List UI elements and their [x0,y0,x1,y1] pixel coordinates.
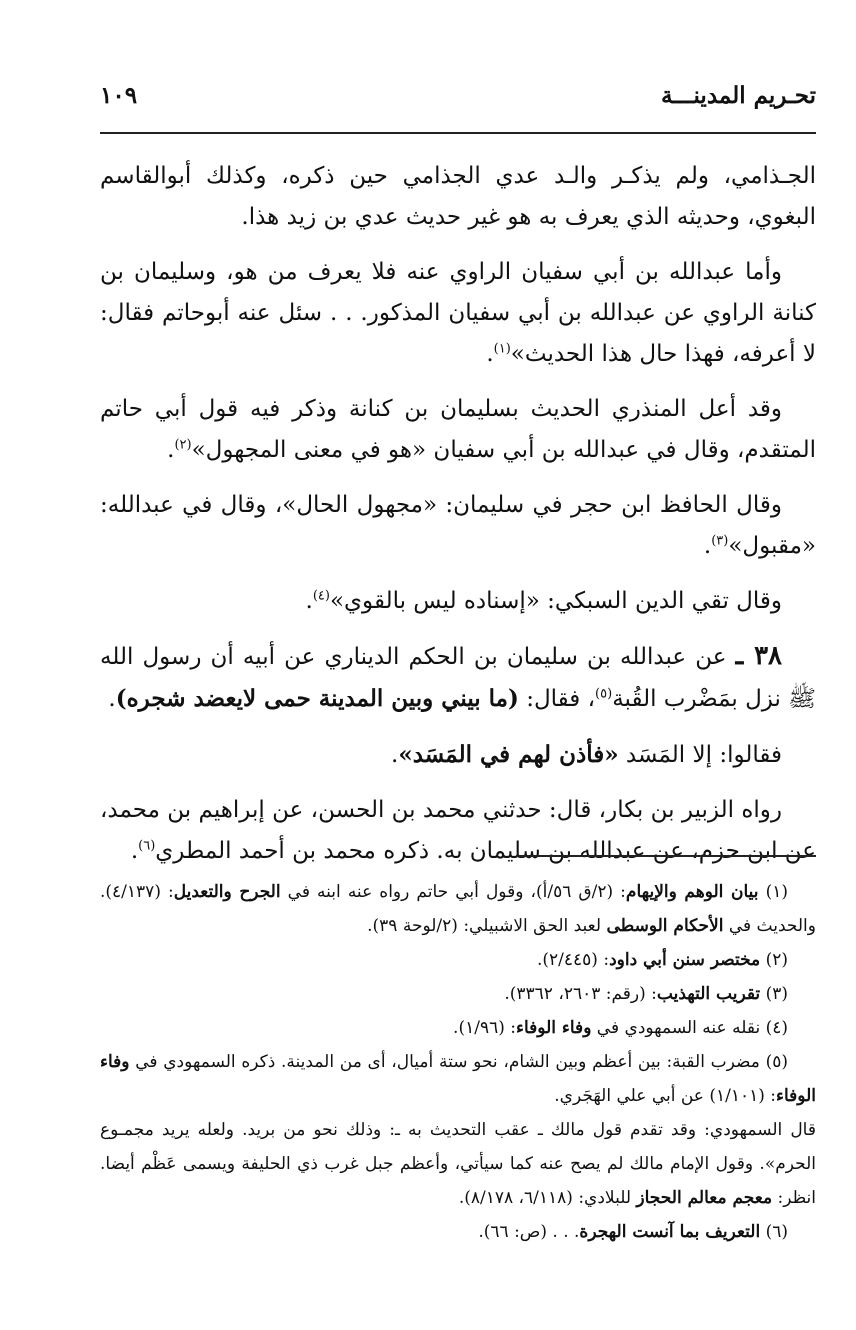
hadith-number: ٣٨ ـ [735,641,783,671]
footnotes [100,875,816,1249]
footnote-5: (٥) مضرب القبة: بين أعظم وبين الشام، نحو ستة أميال، أى من المدينة. ذكره السمهودي في وفاء الوفاء: (١/١٠١) عن أبي علي الهَجَري. [100,1052,816,1106]
hadith-38: ٣٨ ـ عن عبدالله بن سليمان بن الحكم الديناري عن أبيه أن رسول الله ﷺ نزل بمَضْرب القُبة$^{(٥)}$، فقال: (ما بيني وبين المدينة حمى لايعضد شجره). [100,641,816,712]
running-header [100,82,816,122]
paragraph-4: وقال الحافظ ابن حجر في سليمان: «مجهول الحال»، وقال في عبدالله: «مقبول»$^{(٣)}$. [100,492,816,559]
page [100,82,816,886]
footnote-rule [516,855,816,857]
paragraph-3: وقد أعل المنذري الحديث بسليمان بن كنانة وذكر فيه قول أبي حاتم المتقدم، وقال في عبدالله بن أبي سفيان «هو في معنى المجهول»$^{(٢)}$. [100,396,816,463]
footnote-ref-2[interactable]: (٢) [174,437,192,453]
header-rule [100,132,816,134]
footnote-6: (٦) التعريف بما آنست الهجرة. . . (ص: ٦٦). [478,1222,788,1242]
body-text [100,156,816,872]
page-number: ١٠٩ [100,82,138,109]
paragraph-5: وقال تقي الدين السبكي: «إسناده ليس بالقوي»$^{(٤)}$. [305,588,782,614]
footnote-ref-6[interactable]: (٦) [138,838,156,854]
footnote-1: (١) بيان الوهم والإيهام: (٢/ق ٥٦/أ)، وقول أبي حاتم رواه عنه ابنه في الجرح والتعديل: (٤/١٣٧). والحديث في الأحكام الوسطى لعبد الحق الاشبيلي: (٢/لوحة ٣٩). [100,882,816,936]
footnote-2: (٢) مختصر سنن أبي داود: (٢/٤٤٥). [536,950,788,970]
paragraph-1: الجـذامي، ولم يذكـر والـد عدي الجذامي حين ذكره، وكذلك أبوالقاسم البغوي، وحديثه الذي يعرف به هو غير حديث عدي بن زيد هذا. [100,163,816,230]
paragraph-7: رواه الزبير بن بكار، قال: حدثني محمد بن الحسن، عن إبراهيم بن محمد، عن ابن حزم، عن عبدالله بن سليمان به. ذكره محمد بن أحمد المطري$^{(٦)}$. [100,797,816,864]
running-title: تحـريم المدينـــة [660,82,816,109]
footnote-5-continued: قال السمهودي: وقد تقدم قول مالك ـ عقب التحديث به ـ: وذلك نحو من بريد. ولعله يريد مجمـوع الحرم». وقول الإمام مالك لم يصح عنه كما سيأتي، وأعظم جبل غرب ذي الحليفة ويسمى عَظْم أيضا. انظر: معجم معالم الحجاز للبلادي: (٦/١١٨، ٨/١٧٨). [100,1120,816,1208]
footnote-ref-5[interactable]: (٥) [595,686,613,702]
footnote-ref-3[interactable]: (٣) [711,533,729,549]
hadith-quote: (ما بيني وبين المدينة حمى لايعضد شجره) [115,685,519,712]
footnote-ref-4[interactable]: (٤) [312,588,330,604]
paragraph-6: فقالوا: إلا المَسَد «فأذن لهم في المَسَد». [391,741,782,768]
paragraph-2: وأما عبدالله بن أبي سفيان الراوي عنه فلا يعرف من هو، وسليمان بن كنانة الراوي عن عبدالله بن أبي سفيان المذكور. . . سئل عنه أبوحاتم فقال: لا أعرفه، فهذا حال هذا الحديث»$^{(١)}$. [100,259,816,367]
quote-masad: «فأذن لهم في المَسَد» [398,741,619,768]
footnote-ref-1[interactable]: (١) [493,341,511,357]
footnote-4: (٤) نقله عنه السمهودي في وفاء الوفاء: (١/٩٦). [453,1018,788,1038]
footnote-3: (٣) تقريب التهذيب: (رقم: ٢٦٠٣، ٣٣٦٢). [504,984,788,1004]
